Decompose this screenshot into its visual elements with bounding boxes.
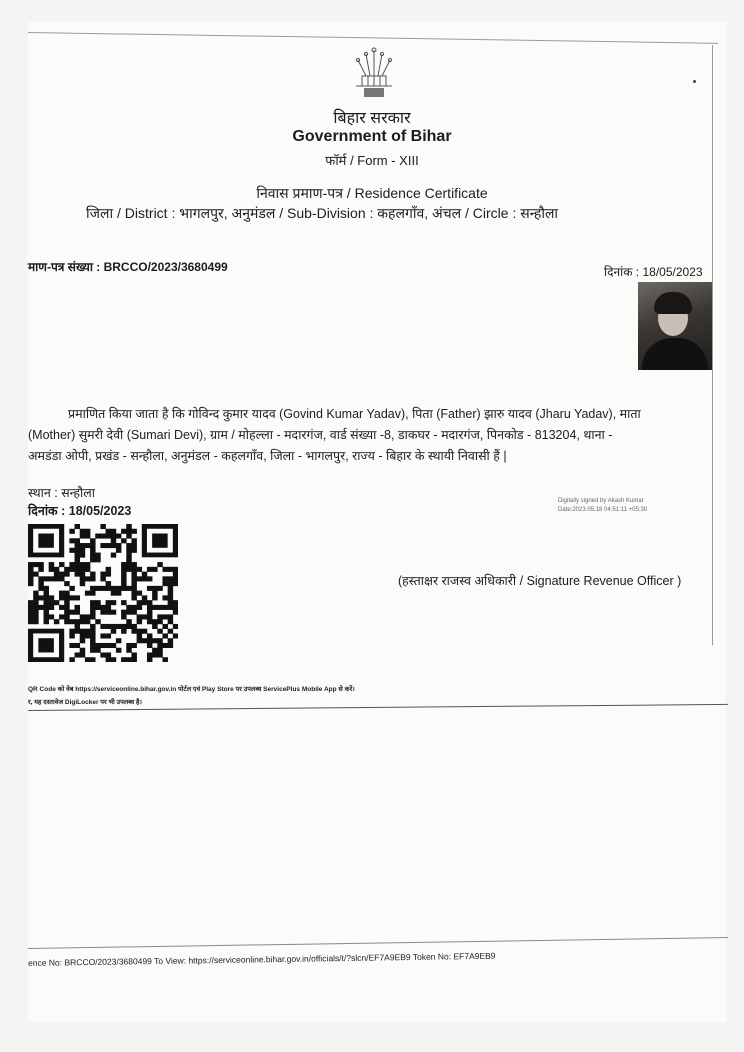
digital-signature-name: Digitally signed by Akash Kumar [558, 498, 644, 504]
qr-note-line-2: र, यह दस्तावेज DigiLocker पर भी उपलब्ध है। [28, 699, 142, 706]
certificate-body [28, 404, 718, 467]
body-line-2: (Mother) सुमरी देवी (Sumari Devi), ग्राम / मोहल्ला - मदारगंज, वार्ड संख्या -8, डाकघर - मदारगंज, पिनकोड - 813204, थाना - [28, 428, 613, 442]
qr-note-line-1: QR Code को वेब https://serviceonline.bihar.gov.in पोर्टल एवं Play Store पर उपलब्ध ServicePlus Mobile App से करें। [28, 686, 355, 693]
english-govt-title: Government of Bihar [292, 128, 452, 145]
district-line: जिला / District : भागलपुर, अनुमंडल / Sub-Division : कहलगाँव, अंचल / Circle : सन्हौला [86, 205, 559, 221]
reference-footer: ence No: BRCCO/2023/3680499 To View: https://serviceonline.bihar.gov.in/officials/t/?slcn/EF7A9EB9 Token No: EF7A9EB9 [28, 950, 496, 968]
digital-signature-date: Date:2023.05.18 04:51:11 +05:30 [558, 507, 648, 513]
form-number: फॉर्म / Form - XIII [325, 153, 419, 168]
body-line-1: प्रमाणित किया जाता है कि गोविन्द कुमार यादव (Govind Kumar Yadav), पिता (Father) झारु यादव (Jharu Yadav), माता [68, 407, 641, 421]
sign-date: दिनांक : 18/05/2023 [28, 504, 132, 518]
body-line-3: अमडंडा ओपी, प्रखंड - सन्हौला, अनुमंडल - कहलगाँव, जिला - भागलपुर, राज्य - बिहार के स्थायी निवासी हैं | [28, 449, 507, 463]
paper-mark [693, 80, 696, 83]
issue-date: दिनांक : 18/05/2023 [604, 265, 703, 279]
place: स्थान : सन्हौला [28, 486, 95, 500]
applicant-photo [638, 282, 712, 370]
certificate-number: माण-पत्र संख्या : BRCCO/2023/3680499 [28, 260, 228, 274]
certificate-paper [28, 22, 726, 1022]
signature-label: (हस्ताक्षर राजस्व अधिकारी / Signature Revenue Officer ) [398, 574, 682, 588]
hindi-govt-title: बिहार सरकार [333, 110, 411, 127]
bihar-emblem-icon [346, 46, 402, 100]
certificate-title: निवास प्रमाण-पत्र / Residence Certificate [256, 185, 488, 201]
qr-code-icon[interactable] [28, 524, 178, 662]
